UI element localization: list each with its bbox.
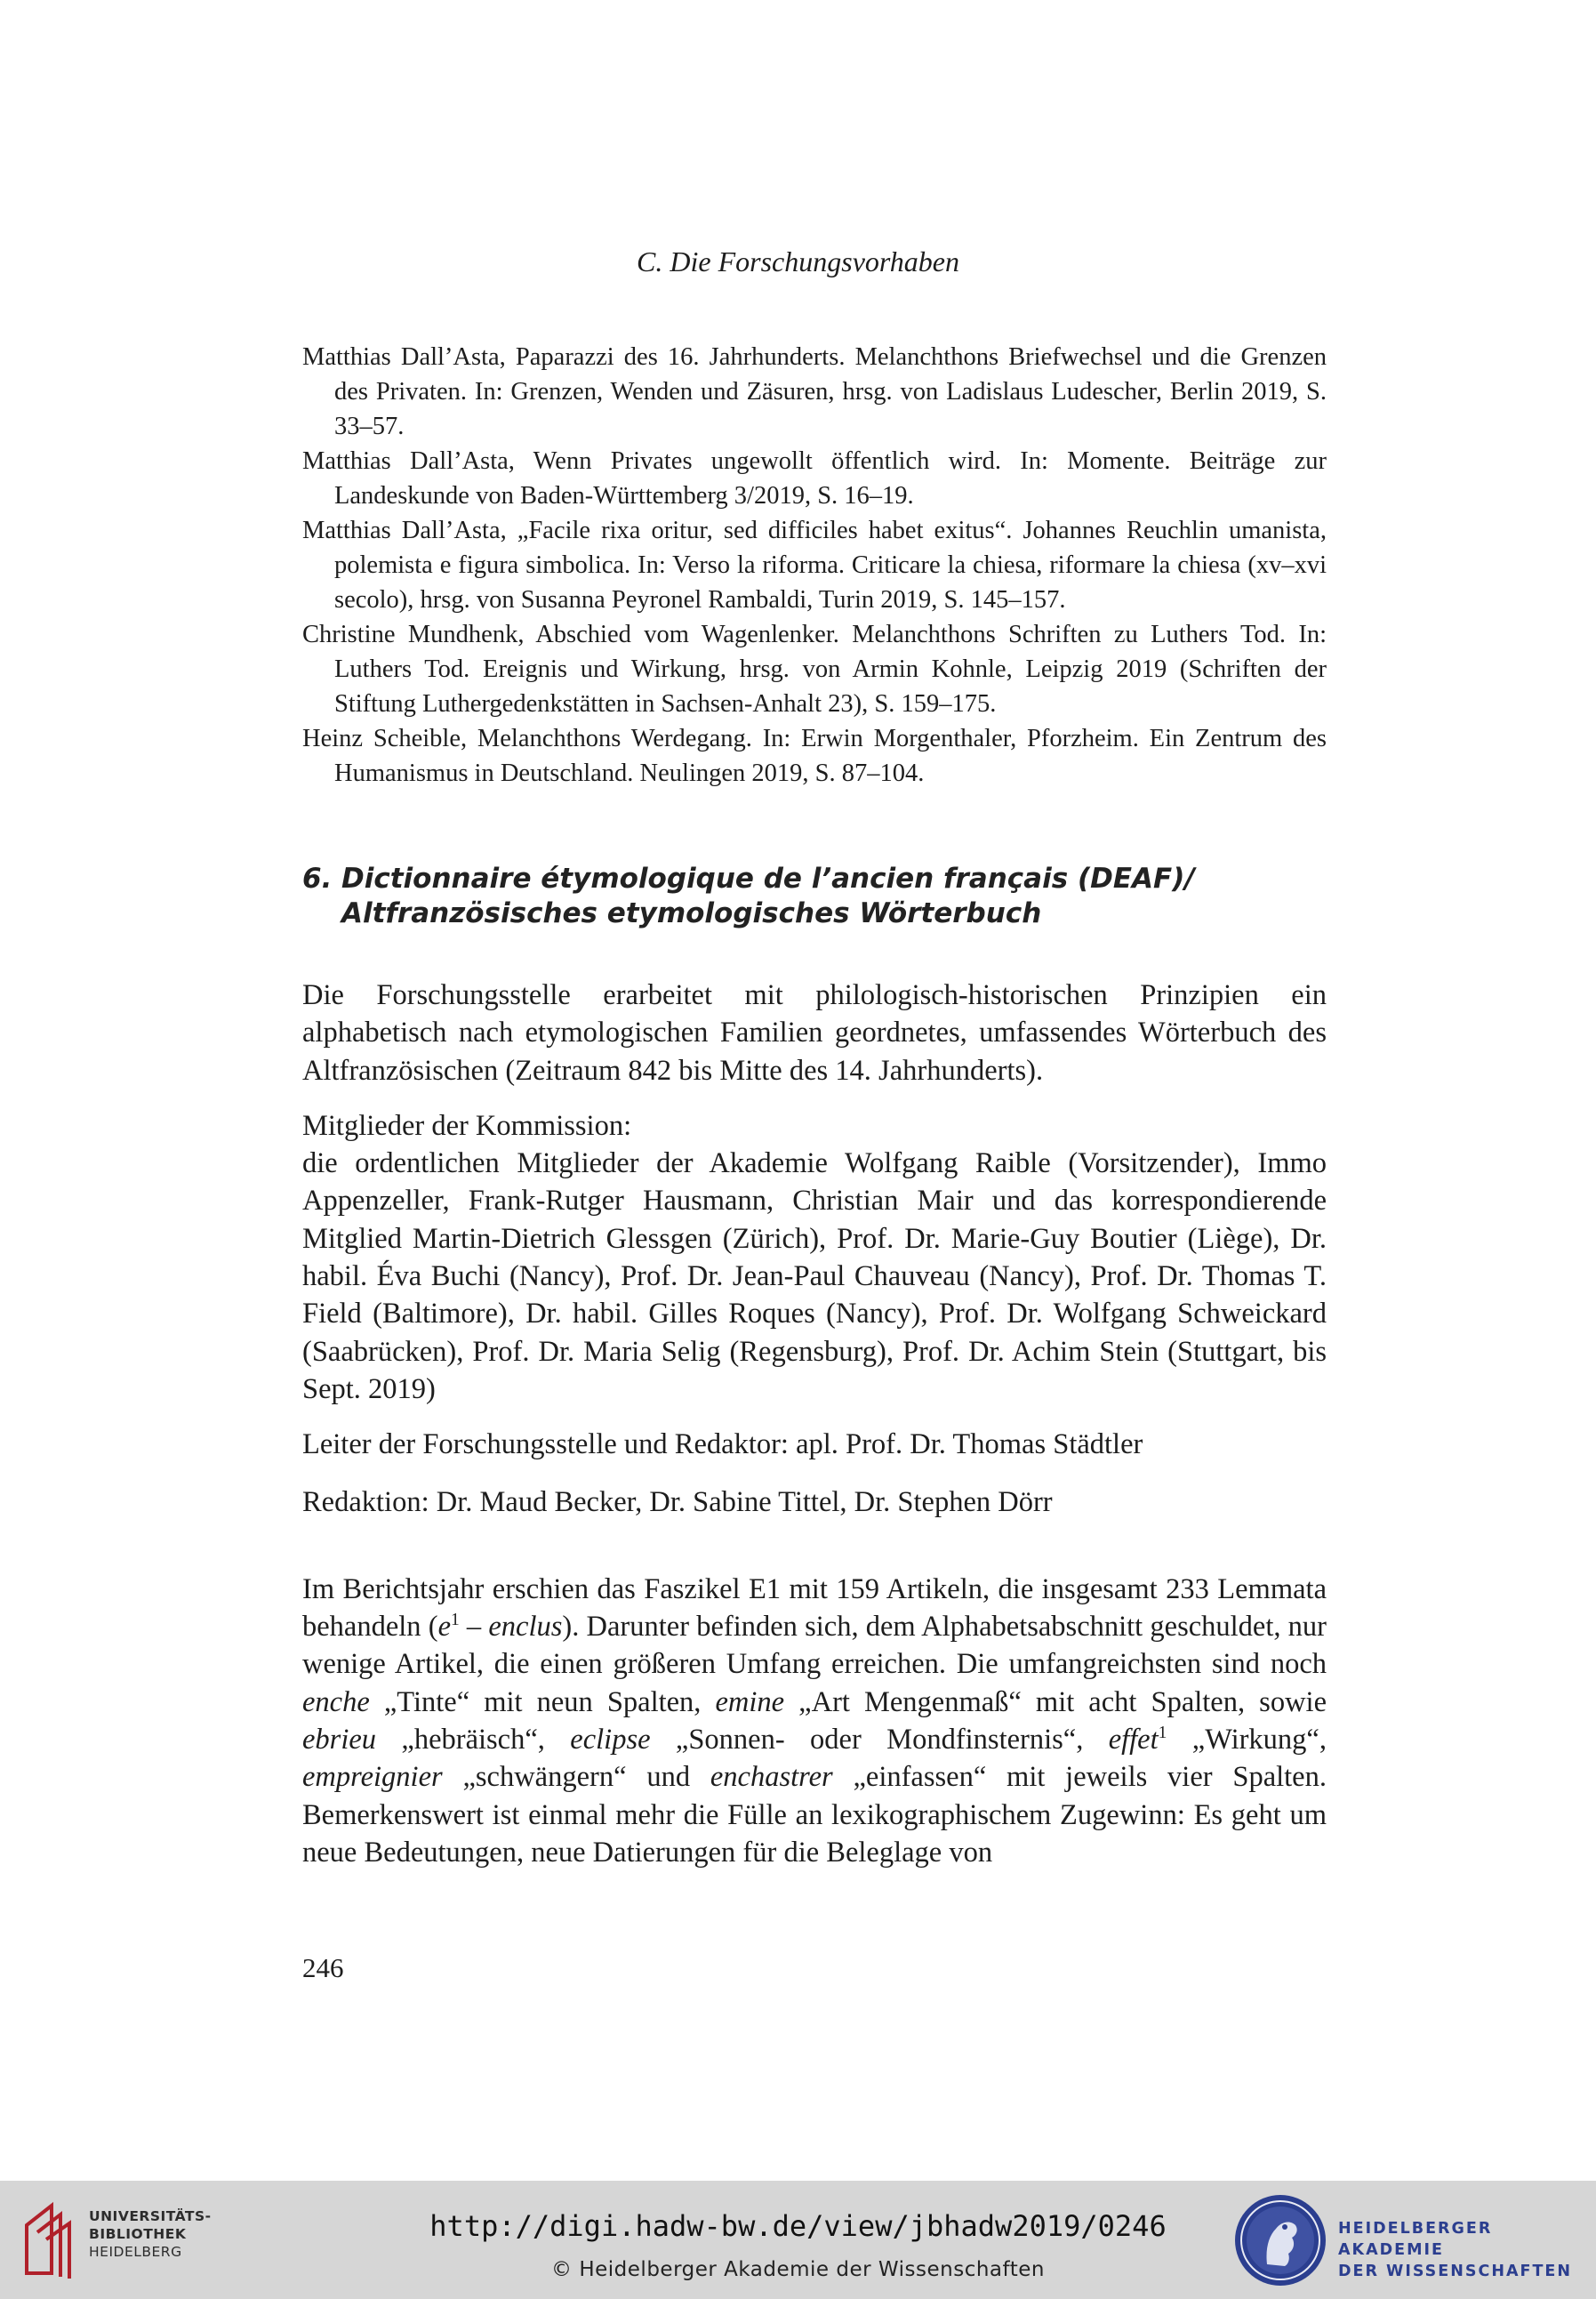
section-title-line2: Altfranzösisches etymologisches Wörterbuch [341,897,1042,929]
members-label: Mitglieder der Kommission: [302,1109,632,1142]
university-library-name: UNIVERSITÄTS- BIBLIOTHEK HEIDELBERG [89,2208,212,2260]
running-header: C. Die Forschungsvorhaben [637,245,959,277]
section-heading [302,862,1327,931]
redaktion-line: Redaktion: Dr. Maud Becker, Dr. Sabine Tittel, Dr. Stephen Dörr [302,1485,1053,1518]
members-paragraph: die ordentlichen Mitglieder der Akademie Wolfgang Raible (Vorsitzender), Immo Appenzeller, Frank-Rutger Hausmann, Christian Mair und das korrespondierende Mitglied Martin-Dietrich Glessgen (Zürich), Prof. Dr. Marie-Guy Boutier (Liège), Dr. habil. Éva Buchi (Nancy), Prof. Dr. Jean-Paul Chauveau (Nancy), Prof. Dr. Thomas T. Field (Baltimore), Dr. habil. Gilles Roques (Nancy), Prof. Dr. Wolfgang Schweickard (Saabrücken), Prof. Dr. Maria Selig (Regensburg), Prof. Dr. Achim Stein (Stuttgart, bis Sept. 2019) [302,1147,1327,1405]
section-title-line1: Dictionnaire étymologique de l’ancien français (DEAF)/ [341,863,1195,895]
footer-bar [0,2181,1596,2299]
bibliography-entry: Matthias Dall’Asta, Paparazzi des 16. Jahrhunderts. Melanchthons Briefwechsel und die Grenzen des Privaten. In: Grenzen, Wenden und Zäsuren, hrsg. von Ladislaus Ludescher, Berlin 2019, S. 33–57. [302,343,1327,440]
bibliography-entry: Matthias Dall’Asta, Wenn Privates ungewollt öffentlich wird. In: Momente. Beiträge zur Landeskunde von Baden-Württemberg 3/2019, S. 16–19. [302,447,1327,510]
bibliography-list [302,340,1327,791]
section-number: 6. [302,863,333,895]
source-url-link[interactable]: http://digi.hadw-bw.de/view/jbhadw2019/0246 [429,2209,1167,2243]
academy-seal-icon [1231,2191,1329,2289]
intro-paragraph: Die Forschungsstelle erarbeitet mit philologisch-historischen Prinzipien ein alphabetisch nach etymologischen Familien geordnetes, umfassendes Wörterbuch des Altfranzösischen (Zeitraum 842 bis Mitte des 14. Jahrhunderts). [302,979,1327,1087]
academy-name: HEIDELBERGER AKADEMIE DER WISSENSCHAFTEN [1338,2220,1573,2280]
bibliography-entry: Christine Mundhenk, Abschied vom Wagenlenker. Melanchthons Schriften zu Luthers Tod. In: Luthers Tod. Ereignis und Wirkung, hrsg. von Armin Kohnle, Leipzig 2019 (Schriften der Stiftung Luthergedenkstätten in Sachsen-Anhalt 23), S. 159–175. [302,621,1327,718]
page-number: 246 [302,1952,344,1983]
bibliography-entry: Matthias Dall’Asta, „Facile rixa oritur, sed difficiles habet exitus“. Johannes Reuchlin umanista, polemista e figura simbolica. In: Verso la riforma. Criticare la chiesa, riformare la chiesa (xv–xvi secolo), hrsg. von Susanna Peyronel Rambaldi, Turin 2019, S. 145–157. [302,517,1327,614]
leiter-line: Leiter der Forschungsstelle und Redaktor: apl. Prof. Dr. Thomas Städtler [302,1428,1143,1461]
section-body [302,977,1327,1871]
report-paragraph: Im Berichtsjahr erschien das Faszikel E1 mit 159 Artikeln, die insgesamt 233 Lemmata behandeln ($e^1$ – enclus). Darunter befinden sich, dem Alphabetsabschnitt geschuldet, nur wenige Artikel, die einen größeren Umfang erreichen. Die umfangreichsten sind noch enche „Tinte“ mit neun Spalten, emine „Art Mengenmaß“ mit acht Spalten, sowie ebrieu „hebräisch“, eclipse „Sonnen- oder Mondfinsternis“, effet$^1$ „Wirkung“, empreignier „schwängern“ und enchastrer „einfassen“ mit jeweils vier Spalten. Bemerkenswert ist einmal mehr die Fülle an lexikographischem Zugewinn: Es geht um neue Bedeutungen, neue Datierungen für die Beleglage von [302,1572,1327,1869]
copyright-notice: © Heidelberger Akademie der Wissenschaften [551,2258,1045,2281]
bibliography-entry: Heinz Scheible, Melanchthons Werdegang. In: Erwin Morgenthaler, Pforzheim. Ein Zentrum des Humanismus in Deutschland. Neulingen 2019, S. 87–104. [302,725,1327,787]
